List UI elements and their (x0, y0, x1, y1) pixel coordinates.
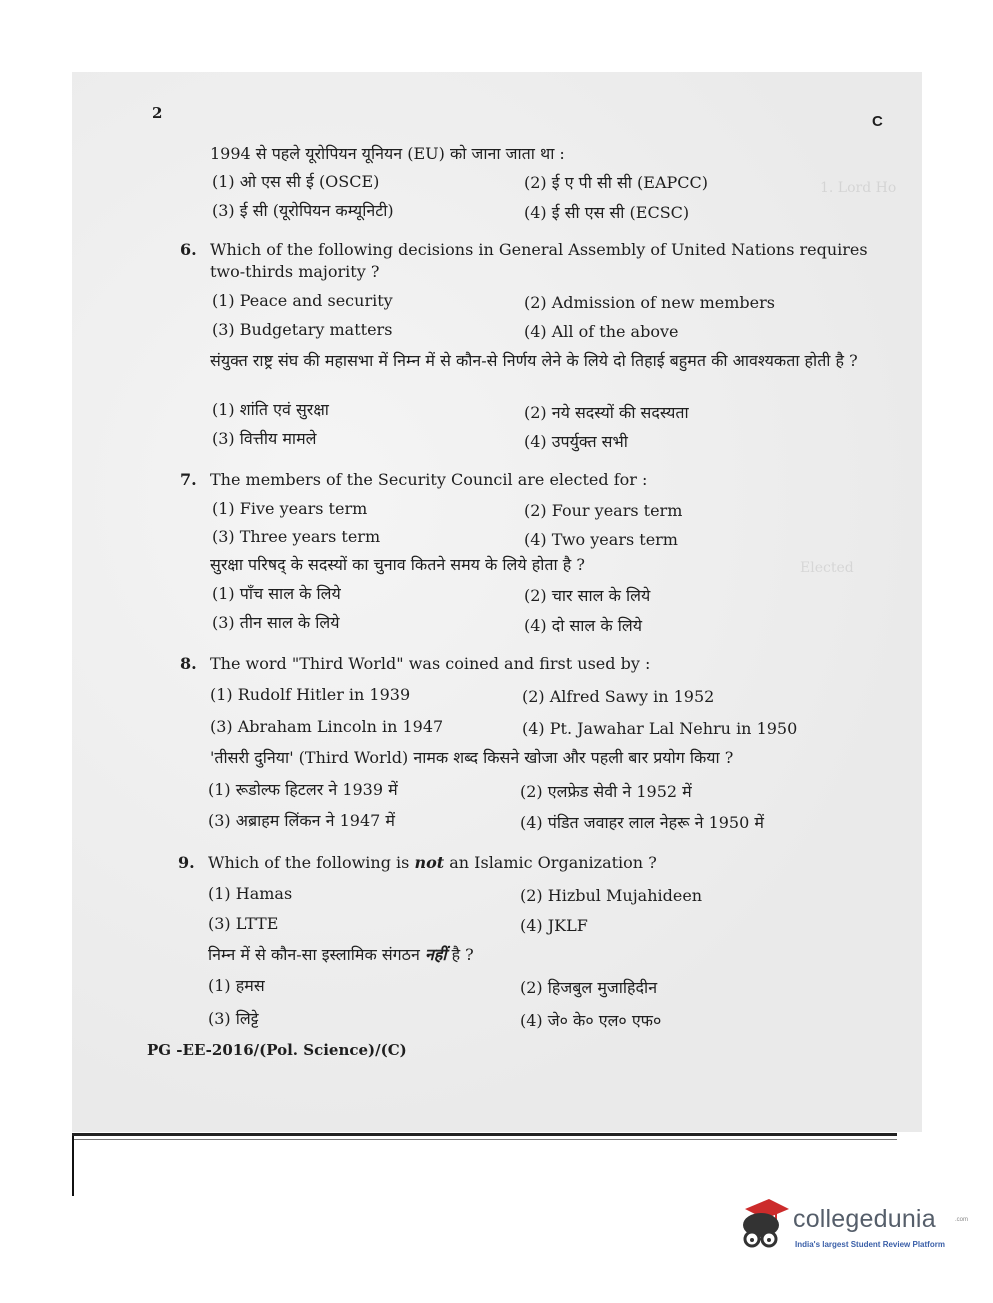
divider (72, 1139, 897, 1140)
logo-tagline: India's largest Student Review Platform (795, 1240, 945, 1249)
question-text-hindi: सुरक्षा परिषद् के सदस्यों का चुनाव कितने समय के लिये होता है ? (210, 555, 585, 574)
logo-dotcom: .com (955, 1217, 969, 1223)
bleed-through: Elected (800, 560, 854, 576)
question-number: 7. (180, 470, 197, 489)
question-text-hindi: संयुक्त राष्ट्र संघ की महासभा में निम्न में से कौन-से निर्णय लेने के लिये दो तिहाई बहुमत की आवश्यकता होती है ? (210, 351, 858, 370)
option: (4) पंडित जवाहर लाल नेहरू ने 1950 में (520, 813, 764, 832)
option: (1) Peace and security (212, 291, 393, 310)
bleed-through: 1. Lord Ho (820, 180, 897, 196)
option: (4) दो साल के लिये (524, 616, 643, 635)
question-text: Which of the following decisions in General Assembly of United Nations requires two-thirds majority ? (210, 240, 868, 281)
option: (3) अब्राहम लिंकन ने 1947 में (208, 811, 395, 830)
collegedunia-logo[interactable] (735, 1195, 969, 1259)
option: (1) शांति एवं सुरक्षा (212, 400, 329, 419)
option: (2) हिजबुल मुजाहिदीन (520, 978, 658, 997)
question-number: 8. (180, 654, 197, 673)
question-number: 6. (180, 240, 197, 259)
mascot-icon (735, 1195, 791, 1255)
option: (2) एलफ्रेड सेवी ने 1952 में (520, 782, 692, 801)
scanned-page (72, 72, 922, 1132)
question-text: The members of the Security Council are elected for : (210, 470, 648, 489)
divider (72, 1133, 897, 1136)
logo-wordmark: collegedunia (793, 1205, 936, 1233)
question-text-hindi: 1994 से पहले यूरोपियन यूनियन (EU) को जाना जाता था : (210, 144, 565, 163)
option: (3) Budgetary matters (212, 320, 393, 339)
option: (4) जे० के० एल० एफ० (520, 1011, 662, 1030)
set-code: C (872, 113, 883, 130)
option: (1) पाँच साल के लिये (212, 584, 341, 603)
option: (2) ई ए पी सी सी (EAPCC) (524, 173, 709, 192)
option: (3) तीन साल के लिये (212, 613, 340, 632)
question-number: 9. (178, 853, 195, 872)
option: (2) Four years term (524, 501, 683, 520)
option: (2) Alfred Sawy in 1952 (522, 687, 715, 706)
option: (3) Abraham Lincoln in 1947 (210, 717, 444, 736)
question-text: The word "Third World" was coined and first used by : (210, 654, 651, 673)
option: (2) Admission of new members (524, 293, 775, 312)
option: (3) लिट्टे (208, 1009, 259, 1028)
option: (1) Five years term (212, 499, 368, 518)
question-text-hindi: 'तीसरी दुनिया' (Third World) नामक शब्द किसने खोजा और पहली बार प्रयोग किया ? (210, 748, 734, 767)
question-text: Which of the following is not an Islamic Organization ? (208, 853, 657, 872)
option: (1) रूडोल्फ हिटलर ने 1939 में (208, 780, 398, 799)
option: (3) LTTE (208, 914, 279, 933)
option: (4) Two years term (524, 530, 678, 549)
option: (4) उपर्युक्त सभी (524, 432, 628, 451)
option: (3) Three years term (212, 527, 381, 546)
option: (1) ओ एस सी ई (OSCE) (212, 172, 380, 191)
option: (4) Pt. Jawahar Lal Nehru in 1950 (522, 719, 798, 738)
page-edge (72, 1136, 74, 1196)
option: (4) JKLF (520, 916, 588, 935)
option: (3) वित्तीय मामले (212, 429, 317, 448)
question-text-hindi: निम्न में से कौन-सा इस्लामिक संगठन नहीं है ? (208, 945, 474, 964)
option: (4) All of the above (524, 322, 679, 341)
option: (1) Hamas (208, 884, 293, 903)
option: (3) ई सी (यूरोपियन कम्यूनिटी) (212, 201, 394, 220)
option: (2) Hizbul Mujahideen (520, 886, 703, 905)
option: (1) Rudolf Hitler in 1939 (210, 685, 411, 704)
option: (2) चार साल के लिये (524, 586, 651, 605)
option: (2) नये सदस्यों की सदस्यता (524, 403, 689, 422)
option: (4) ई सी एस सी (ECSC) (524, 203, 690, 222)
option: (1) हमस (208, 976, 265, 995)
page-number: 2 (152, 104, 163, 122)
paper-code-footer: PG -EE-2016/(Pol. Science)/(C) (147, 1041, 407, 1059)
